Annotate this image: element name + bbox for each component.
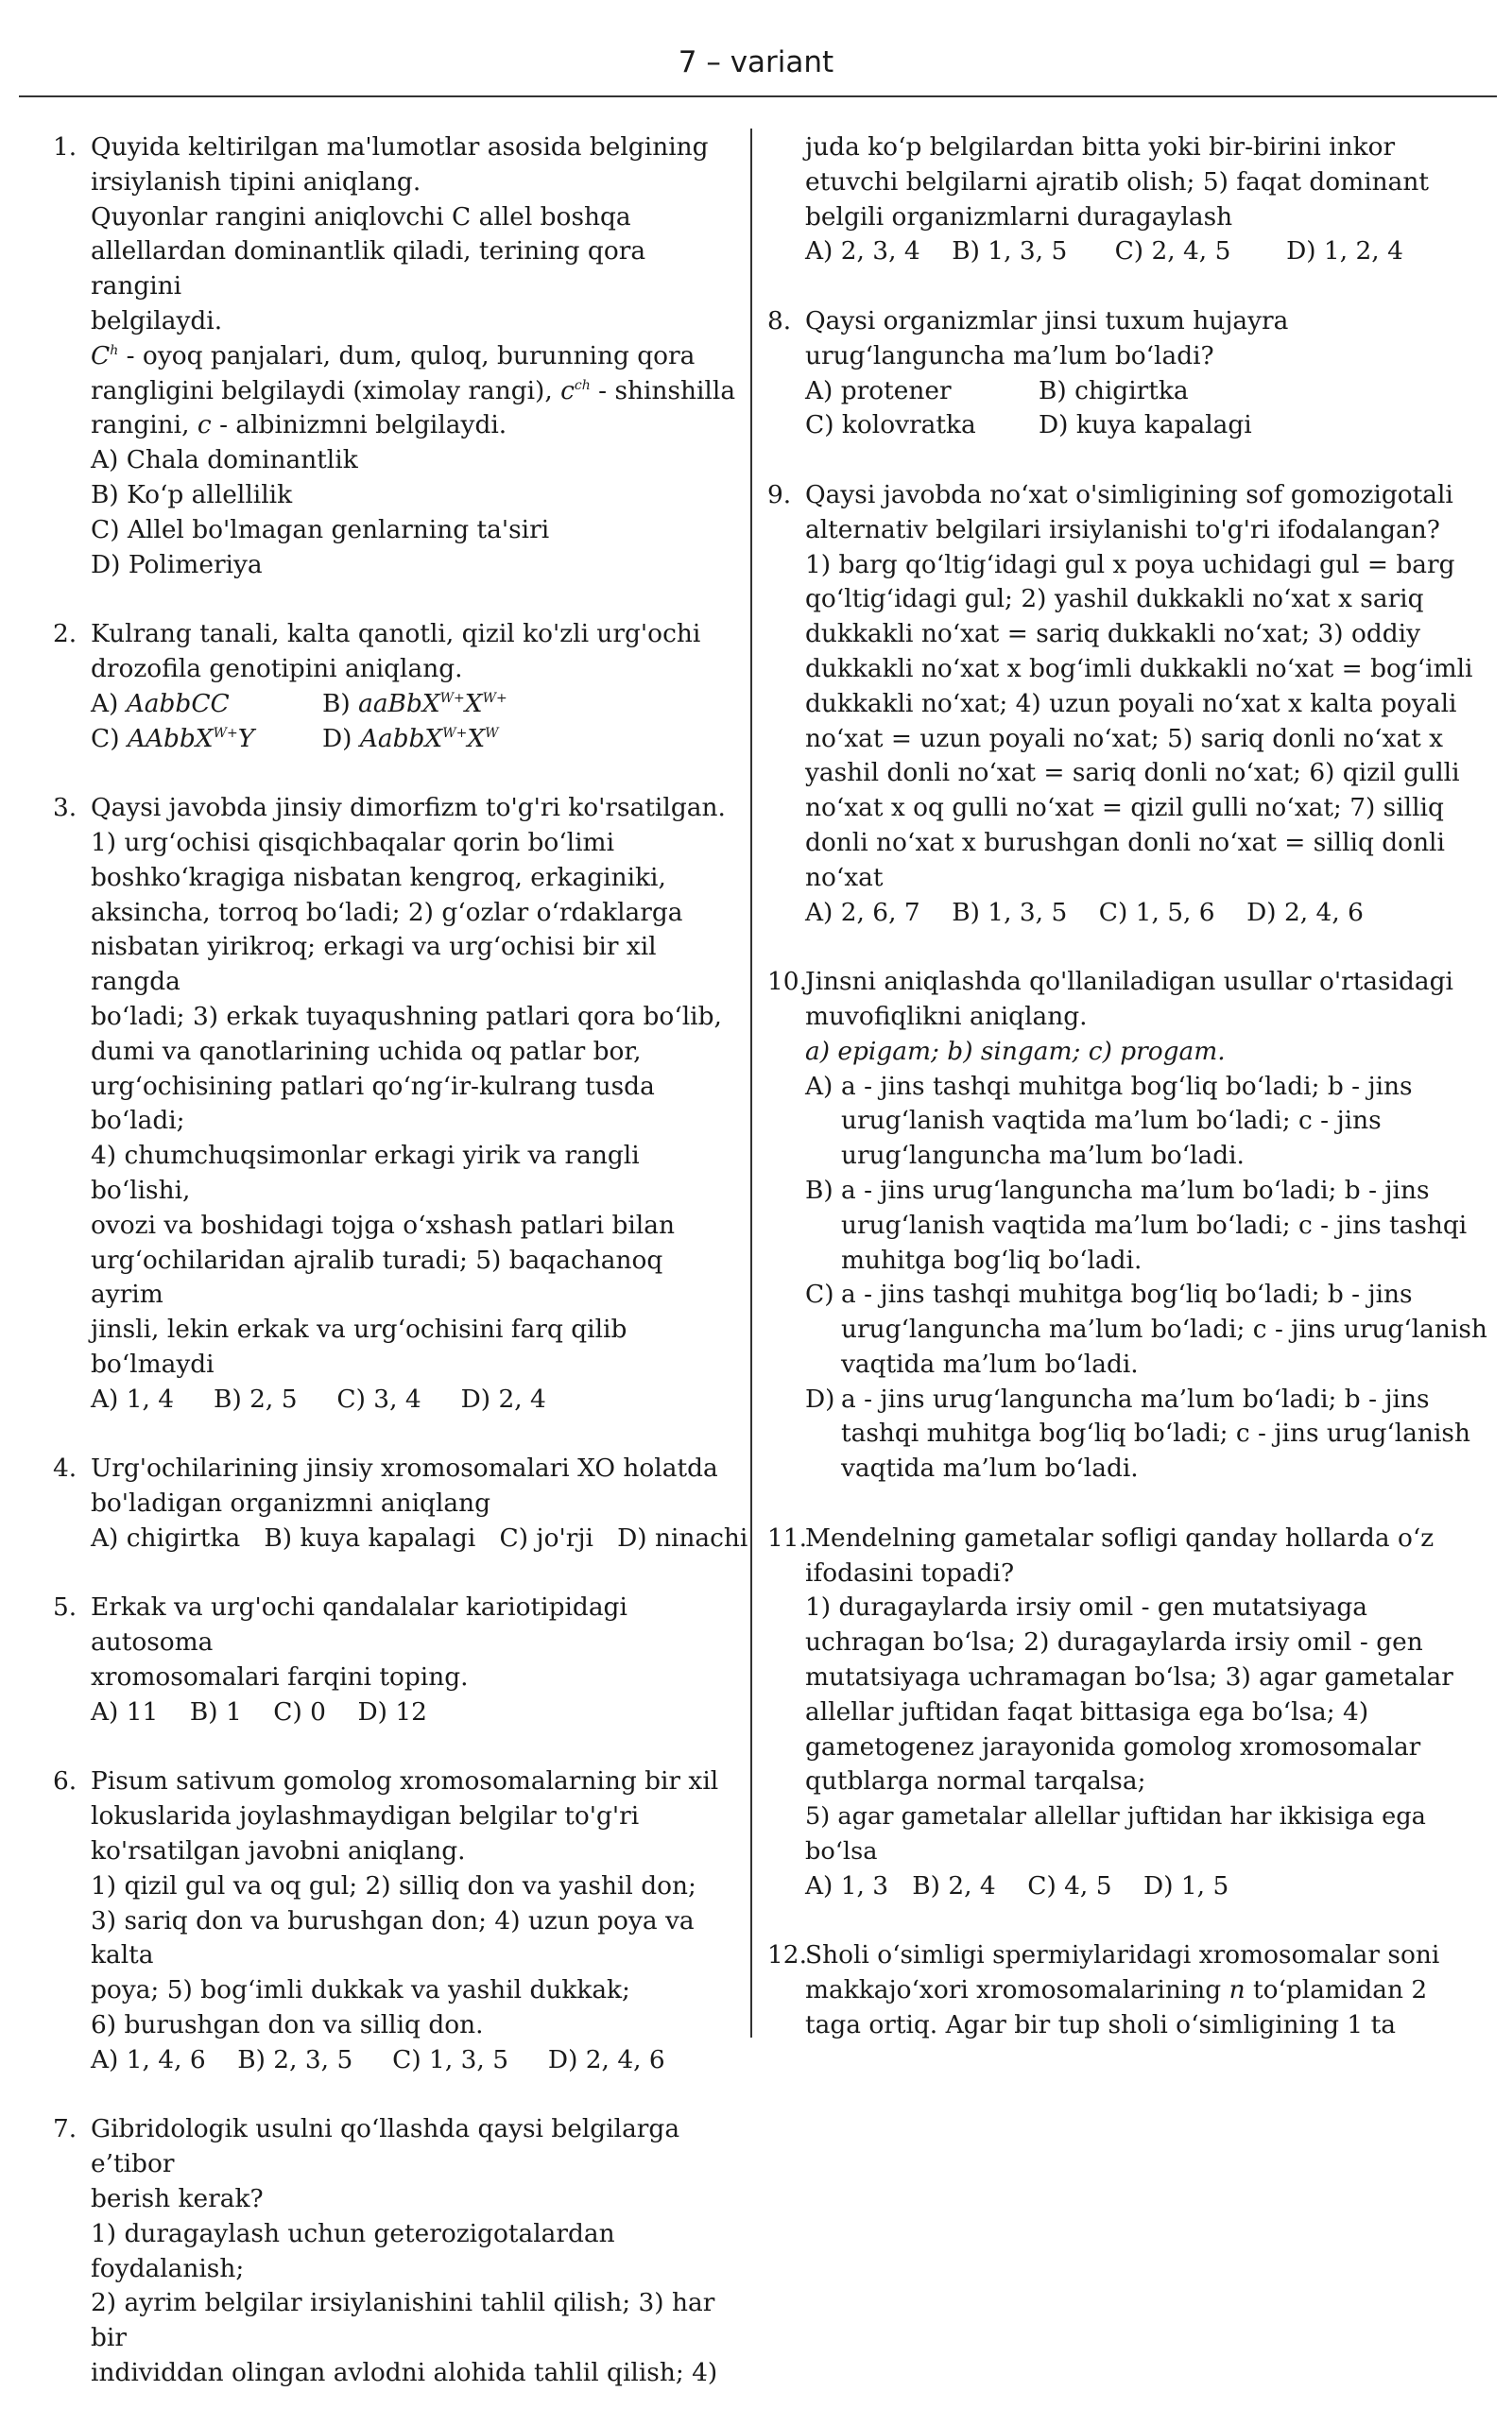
question-number: 7. [53, 2114, 77, 2144]
answer-option-b: B) Ko‘p allellilik [91, 479, 293, 509]
genotype: Y [237, 723, 255, 753]
question-text: Kulrang tanali, kalta qanotli, qizil ko'zli urg'ochi [91, 619, 701, 649]
question-text: dukkakli no‘xat = sariq dukkakli no‘xat; 3) oddiy [805, 619, 1421, 649]
question-text: 1) duragaylash uchun geterozigotalardan foydalanish; [91, 2218, 615, 2283]
question-text [91, 374, 743, 409]
answer-option-c: C) Allel bo'lmagan genlarning ta'siri [91, 514, 550, 544]
question-3 [53, 791, 743, 1417]
option-text: tashqi muhitga bog‘liq bo‘ladi; c - jins urug‘lanish [841, 1419, 1470, 1449]
question-text: Qaysi javobda jinsiy dimorfizm to'g'ri ko'rsatilgan. [91, 793, 726, 823]
answer-option-a: A) protener [805, 375, 952, 405]
question-number: 5. [53, 1592, 77, 1623]
question-1 [53, 130, 743, 582]
question-text: dukkakli no‘xat; 4) uzun poyali no‘xat x kalta poyali [805, 688, 1457, 718]
question-number: 3. [53, 793, 77, 823]
question-text: mutatsiyaga uchramagan bo‘lsa; 3) agar gametalar [805, 1662, 1453, 1693]
option-text: urug‘languncha ma’lum bo‘ladi; c - jins urug‘lanish [841, 1315, 1487, 1345]
answer-option-d [805, 1383, 1504, 1487]
answer-option-a [91, 687, 322, 722]
answer-options: A) 1, 4 B) 2, 5 C) 3, 4 D) 2, 4 [91, 1384, 546, 1414]
question-number: 12. [767, 1940, 807, 1970]
genotype: X [467, 723, 486, 753]
allele-superscript: ch [574, 377, 591, 393]
question-text: Qaysi javobda no‘xat o'simligining sof gomozigotali [805, 479, 1453, 509]
option-label: A) [91, 688, 127, 718]
question-text: Mendelning gametalar sofligi qanday hollarda o‘z [805, 1523, 1435, 1553]
question-text: dukkakli no‘xat x bog‘imli dukkakli no‘xat = bog‘imli [805, 653, 1473, 683]
question-text: etuvchi belgilarni ajratib olish; 5) faqat dominant [805, 166, 1429, 197]
question-text: xromosomalari farqini toping. [91, 1662, 469, 1693]
question-text: Gibridologik usulni qo‘llashda qaysi belgilarga e’tibor [91, 2114, 680, 2179]
question-text: belgili organizmlarni duragaylash [805, 201, 1233, 232]
option-label: A) [805, 1071, 833, 1101]
answer-option-c: C) kolovratka [805, 410, 976, 440]
page-title: 7 – variant [678, 45, 834, 79]
answer-options: A) 11 B) 1 C) 0 D) 12 [91, 1696, 427, 1727]
option-text: a - jins urug‘languncha ma’lum bo‘ladi; b - jins [841, 1384, 1430, 1414]
left-column [53, 130, 748, 2426]
genotype-superscript: W+ [439, 690, 465, 706]
question-9 [767, 478, 1504, 930]
variable-symbol: n [1228, 1975, 1246, 2005]
answer-options [91, 687, 743, 757]
option-text: vaqtida ma’lum bo‘ladi. [841, 1454, 1139, 1484]
question-text: boshko‘kragiga nisbatan kengroq, erkaginiki, [91, 862, 666, 892]
question-text: drozofila genotipini aniqlang. [91, 653, 463, 683]
question-number: 4. [53, 1454, 77, 1484]
genotype-superscript: W+ [213, 725, 238, 741]
answer-option-d: D) kuya kapalagi [1039, 410, 1252, 440]
column-divider [750, 129, 752, 2038]
genotype: AAbbX [127, 723, 214, 753]
question-text: Erkak va urg'ochi qandalalar kariotipidagi autosoma [91, 1592, 627, 1658]
question-text: urg‘ochilaridan ajralib turadi; 5) baqachanoq ayrim [91, 1245, 663, 1310]
question-7 [53, 2112, 743, 2390]
genotype: X [464, 688, 483, 718]
answer-option-b [805, 1174, 1504, 1278]
question-text: Sholi o‘simligi spermiylaridagi xromosomalar soni [805, 1940, 1440, 1970]
question-text: ifodasini topadi? [805, 1557, 1015, 1588]
question-text: 3) sariq don va burushgan don; 4) uzun poya va kalta [91, 1905, 695, 1970]
question-text: uchragan bo‘lsa; 2) duragaylarda irsiy omil - gen [805, 1627, 1423, 1658]
question-2 [53, 617, 743, 756]
question-text: nisbatan yirikroq; erkagi va urg‘ochisi bir xil rangda [91, 932, 657, 997]
question-text: 1) qizil gul va oq gul; 2) silliq don va yashil don; [91, 1870, 696, 1901]
question-text: Jinsni aniqlashda qo'llaniladigan usullar o'rtasidagi [805, 967, 1453, 997]
option-label: B) [322, 688, 359, 718]
question-number: 11. [767, 1523, 807, 1553]
text-fragment: makkajo‘xori xromosomalarining [805, 1975, 1229, 2005]
option-label: D) [322, 723, 360, 753]
option-text: urug‘lanish vaqtida ma’lum bo‘ladi; c - jins [841, 1106, 1382, 1136]
question-text: no‘xat = uzun poyali no‘xat; 5) sariq donli no‘xat x [805, 723, 1444, 753]
question-text: urug‘languncha ma’lum bo‘ladi? [805, 340, 1214, 370]
text-fragment: - shinshilla [590, 375, 736, 405]
question-text [91, 339, 743, 374]
question-text: irsiylanish tipini aniqlang. [91, 166, 421, 197]
question-text: jinsli, lekin erkak va urg‘ochisini farq qilib bo‘lmaydi [91, 1315, 627, 1379]
question-5 [53, 1591, 743, 1729]
answer-option-b [322, 687, 743, 722]
text-fragment: - albinizmni belgilaydi. [211, 410, 507, 440]
answer-option-a: A) Chala dominantlik [91, 445, 358, 475]
question-text: no‘xat [805, 862, 884, 892]
option-text: vaqtida ma’lum bo‘ladi. [841, 1349, 1139, 1379]
question-text: ovozi va boshidagi tojga o‘xshash patlari bilan [91, 1210, 675, 1240]
question-7-continued [767, 130, 1504, 269]
question-text: lokuslarida joylashmaydigan belgilar to'g'ri [91, 1801, 640, 1832]
question-text: juda ko‘p belgilardan bitta yoki bir-birini inkor [805, 132, 1396, 162]
question-text: 1) barg qo‘ltig‘idagi gul x poya uchidagi gul = barg [805, 549, 1455, 579]
question-text [91, 408, 743, 443]
question-text: no‘xat x oq gulli no‘xat = qizil gulli no‘xat; 7) silliq [805, 793, 1444, 823]
question-10 [767, 965, 1504, 1487]
answer-option-c [805, 1278, 1504, 1382]
question-text: 6) burushgan don va silliq don. [91, 2010, 484, 2040]
genotype: AabbCC [126, 688, 230, 718]
question-text: allellar juftidan faqat bittasiga ega bo‘lsa; 4) [805, 1696, 1369, 1727]
question-11 [767, 1522, 1504, 1904]
genotype-superscript: W+ [442, 725, 468, 741]
option-text: a - jins tashqi muhitga bog‘liq bo‘ladi; b - jins [841, 1071, 1413, 1101]
allele-symbol: c [560, 375, 575, 405]
question-text: 2) ayrim belgilar irsiylanishini tahlil qilish; 3) har bir [91, 2288, 715, 2353]
question-text: Urg'ochilarining jinsiy xromosomalari XO holatda [91, 1454, 718, 1484]
question-number: 2. [53, 619, 77, 649]
question-text: gametogenez jarayonida gomolog xromosomalar [805, 1731, 1421, 1762]
allele-symbol: C [91, 340, 111, 370]
question-12 [767, 1938, 1504, 2042]
question-text: berish kerak? [91, 2184, 264, 2214]
question-text: aksincha, torroq bo‘ladi; 2) g‘ozlar o‘rdaklarga [91, 897, 683, 927]
text-fragment: to‘plamidan 2 [1245, 1975, 1428, 2005]
question-text: 5) agar gametalar allellar juftidan har ikkisiga ega bo‘lsa [805, 1802, 1426, 1867]
question-text: a) epigam; b) singam; c) progam. [805, 1036, 1226, 1066]
option-text: urug‘lanish vaqtida ma’lum bo‘ladi; c - jins tashqi [841, 1210, 1468, 1240]
question-text: Pisum sativum gomolog xromosomalarning bir xil [91, 1766, 719, 1797]
header-rule [19, 95, 1497, 97]
question-4 [53, 1452, 748, 1556]
question-text: muvofiqlikni aniqlang. [805, 1001, 1088, 1031]
question-text: 1) duragaylarda irsiy omil - gen mutatsiyaga [805, 1592, 1368, 1623]
question-text [805, 1973, 1504, 2008]
question-text: qutblarga normal tarqalsa; [805, 1766, 1146, 1797]
question-text: urg‘ochisining patlari qo‘ng‘ir-kulrang tusda bo‘ladi; [91, 1071, 655, 1136]
genotype: AabbX [359, 723, 443, 753]
question-text: allellardan dominantlik qiladi, terining qora rangini [91, 236, 646, 301]
answer-options: A) 2, 3, 4 B) 1, 3, 5 C) 2, 4, 5 D) 1, 2, 4 [805, 236, 1403, 267]
answer-options: A) 1, 3 B) 2, 4 C) 4, 5 D) 1, 5 [805, 1870, 1229, 1901]
question-text: dumi va qanotlarining uchida oq patlar bor, [91, 1036, 642, 1066]
option-label: C) [805, 1280, 834, 1310]
question-text: Quyonlar rangini aniqlovchi C allel boshqa [91, 201, 631, 232]
allele-symbol: c [197, 410, 212, 440]
question-text: Quyida keltirilgan ma'lumotlar asosida belgining [91, 132, 709, 162]
genotype-superscript: W+ [482, 690, 507, 706]
question-text: belgilaydi. [91, 305, 223, 336]
text-fragment: rangligini belgilaydi (ximolay rangi), [91, 375, 561, 405]
question-number: 9. [767, 479, 792, 509]
genotype-superscript: W [485, 725, 499, 741]
answer-options [805, 374, 1504, 444]
answer-options: A) 2, 6, 7 B) 1, 3, 5 C) 1, 5, 6 D) 2, 4, 6 [805, 897, 1364, 927]
question-6 [53, 1764, 743, 2077]
option-label: D) [805, 1384, 835, 1414]
question-number: 10. [767, 967, 807, 997]
genotype: aaBbX [358, 688, 440, 718]
answer-options: A) chigirtka B) kuya kapalagi C) jo'rji D) ninachi [91, 1523, 748, 1553]
question-number: 6. [53, 1766, 77, 1797]
text-fragment: rangini, [91, 410, 198, 440]
option-text: urug‘languncha ma’lum bo‘ladi. [841, 1141, 1245, 1171]
option-text: a - jins urug‘languncha ma’lum bo‘ladi; b - jins [841, 1175, 1430, 1205]
question-text: Qaysi organizmlar jinsi tuxum hujayra [805, 305, 1289, 336]
option-text: muhitga bog‘liq bo‘ladi. [841, 1245, 1143, 1275]
question-text: taga ortiq. Agar bir tup sholi o‘simligining 1 ta [805, 2010, 1396, 2040]
option-label: C) [91, 723, 128, 753]
answer-option-d [322, 722, 743, 757]
question-text: ko'rsatilgan javobni aniqlang. [91, 1836, 466, 1867]
answer-option-b: B) chigirtka [1039, 375, 1189, 405]
question-text: bo‘ladi; 3) erkak tuyaqushning patlari qora bo‘lib, [91, 1001, 722, 1031]
question-text: poya; 5) bog‘imli dukkak va yashil dukkak; [91, 1975, 630, 2005]
answer-option-a [805, 1070, 1504, 1174]
question-text: donli no‘xat x burushgan donli no‘xat = silliq donli [805, 827, 1445, 857]
question-8 [767, 304, 1504, 443]
answer-options: A) 1, 4, 6 B) 2, 3, 5 C) 1, 3, 5 D) 2, 4, 6 [91, 2044, 665, 2074]
option-text: a - jins tashqi muhitga bog‘liq bo‘ladi; b - jins [841, 1280, 1413, 1310]
answer-option-c [91, 722, 322, 757]
text-fragment: - oyoq panjalari, dum, quloq, burunning qora [118, 340, 696, 370]
allele-superscript: h [110, 342, 119, 358]
question-text: alternativ belgilari irsiylanishi to'g'ri ifodalangan? [805, 514, 1440, 544]
option-label: B) [805, 1175, 833, 1205]
question-text: 4) chumchuqsimonlar erkagi yirik va rangli bo‘lishi, [91, 1141, 640, 1205]
question-number: 8. [767, 305, 792, 336]
question-text: 1) urg‘ochisi qisqichbaqalar qorin bo‘limi [91, 827, 615, 857]
question-number: 1. [53, 132, 77, 162]
question-text: bo'ladigan organizmni aniqlang [91, 1488, 491, 1519]
right-column [767, 130, 1504, 2078]
question-text: qo‘ltig‘idagi gul; 2) yashil dukkakli no‘xat x sariq [805, 584, 1424, 614]
answer-option-d: D) Polimeriya [91, 549, 263, 579]
question-text: individdan olingan avlodni alohida tahlil qilish; 4) [91, 2358, 718, 2387]
question-text: yashil donli no‘xat = sariq donli no‘xat; 6) qizil gulli [805, 758, 1460, 788]
